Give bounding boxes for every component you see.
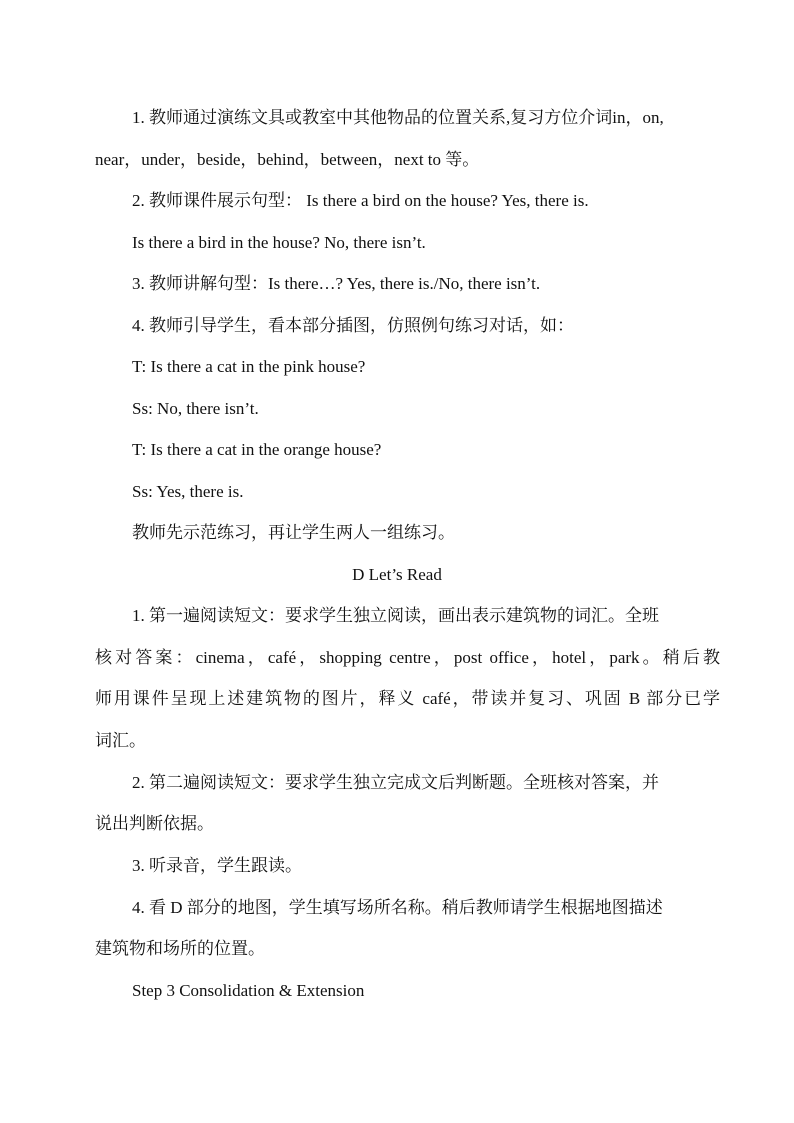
paragraph-line-12: 2. 第二遍阅读短文：要求学生独立完成文后判断题。全班核对答案，并 [132, 773, 659, 792]
paragraph-line-11: 词汇。 [95, 731, 146, 750]
section-heading: D Let’s Read [352, 565, 442, 584]
paragraph-line-7: 教师先示范练习，再让学生两人一组练习。 [132, 523, 455, 542]
step-heading: Step 3 Consolidation & Extension [132, 981, 365, 1000]
paragraph-line-10: 师用课件呈现上述建筑物的图片，释义 café，带读并复习、巩固 B 部分已学 [95, 689, 720, 708]
paragraph-line-4: Is there a bird in the house? No, there isn’t. [132, 233, 426, 252]
paragraph-line-14: 3. 听录音，学生跟读。 [132, 856, 302, 875]
dialogue-line-4: Ss: Yes, there is. [132, 482, 244, 501]
paragraph-line-13: 说出判断依据。 [95, 814, 214, 833]
paragraph-line-6: 4. 教师引导学生，看本部分插图，仿照例句练习对话，如： [132, 316, 574, 335]
paragraph-line-9: 核对答案：cinema，café，shopping centre，post office，hotel，park。稍后教 [95, 648, 720, 667]
dialogue-line-3: T: Is there a cat in the orange house? [132, 440, 382, 459]
paragraph-line-3: 2. 教师课件展示句型： Is there a bird on the house? Yes, there is. [132, 191, 589, 210]
dialogue-line-2: Ss: No, there isn’t. [132, 399, 259, 418]
paragraph-line-2: near，under，beside，behind，between，next to 等。 [95, 150, 480, 169]
paragraph-line-5: 3. 教师讲解句型：Is there…? Yes, there is./No, there isn’t. [132, 274, 541, 293]
paragraph-line-16: 建筑物和场所的位置。 [95, 939, 265, 958]
paragraph-line-1: 1. 教师通过演练文具或教室中其他物品的位置关系,复习方位介词in，on, [132, 108, 664, 127]
paragraph-line-8: 1. 第一遍阅读短文：要求学生独立阅读，画出表示建筑物的词汇。全班 [132, 606, 659, 625]
dialogue-line-1: T: Is there a cat in the pink house? [132, 357, 366, 376]
paragraph-line-15: 4. 看 D 部分的地图，学生填写场所名称。稍后教师请学生根据地图描述 [132, 898, 663, 917]
